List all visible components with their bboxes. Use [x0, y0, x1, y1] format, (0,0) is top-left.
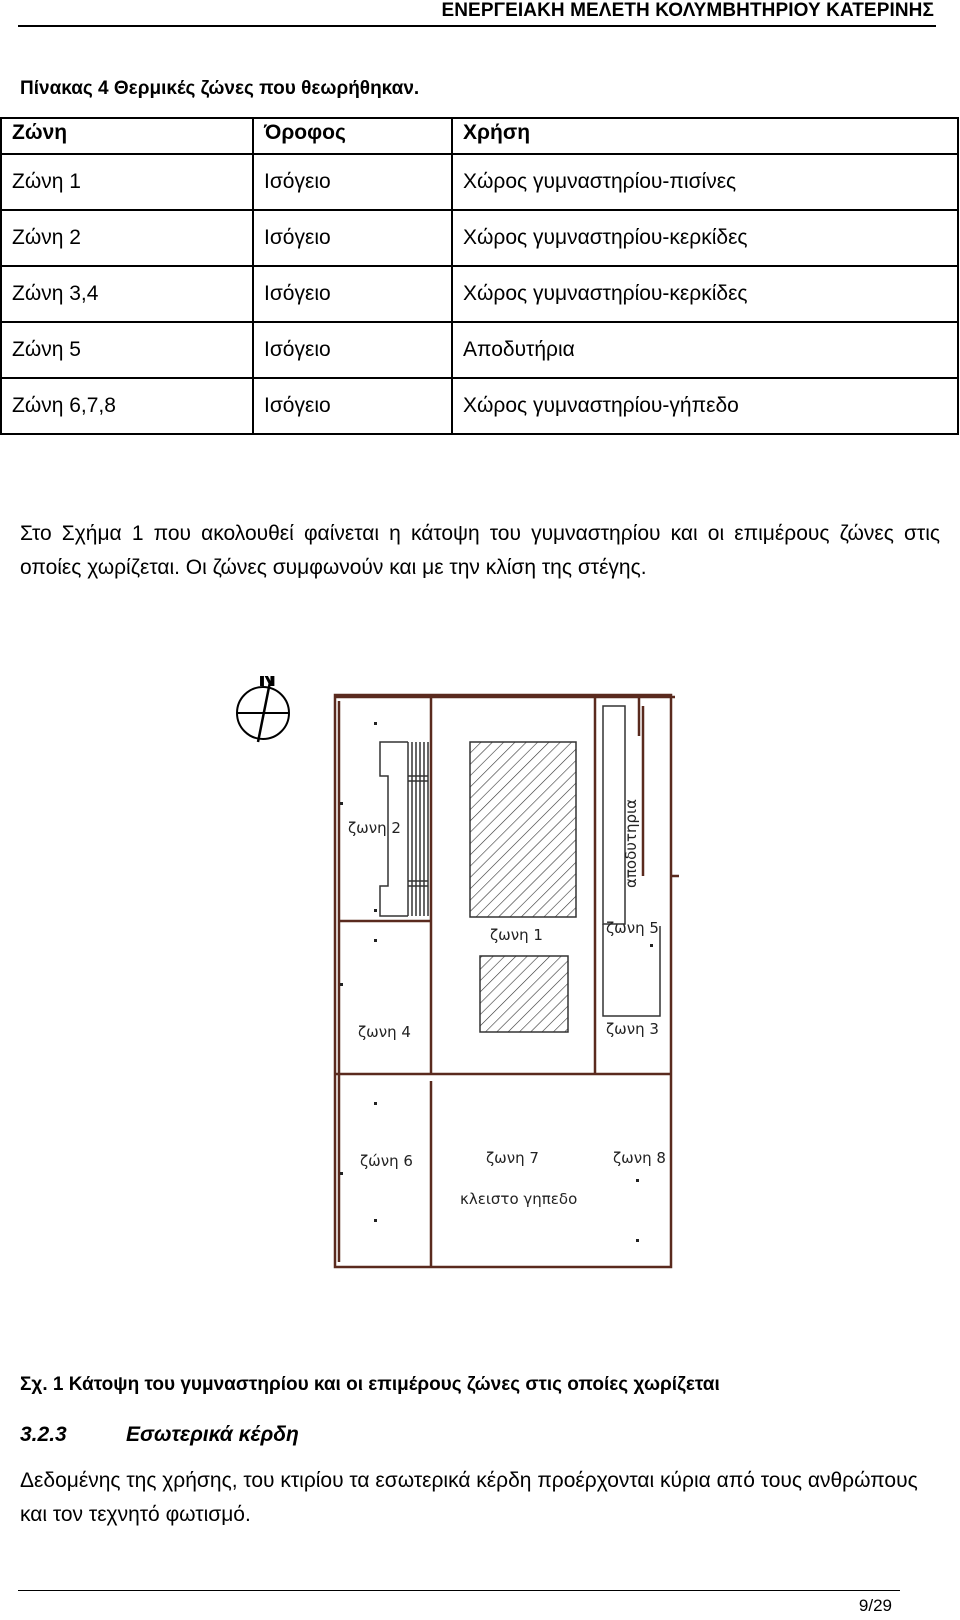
- table-cell: Ζώνη 3,4: [1, 266, 253, 322]
- zone-7-label: ζωνη 7: [486, 1149, 539, 1167]
- table-cell: Ισόγειο: [253, 154, 452, 210]
- changing-room-label: αποδυτηρια: [622, 799, 640, 888]
- court-label: κλειστο γηπεδο: [460, 1190, 578, 1208]
- table-row: [1, 210, 958, 266]
- table-cell: Ζώνη 5: [1, 322, 253, 378]
- table-row: [1, 378, 958, 434]
- footer-divider: [18, 1590, 900, 1591]
- table-cell: Ισόγειο: [253, 266, 452, 322]
- north-label: N: [258, 676, 277, 692]
- table-cell: Ζώνη 6,7,8: [1, 378, 253, 434]
- table-cell: Χώρος γυμναστηρίου-πισίνες: [452, 154, 958, 210]
- table-cell: Ζώνη 2: [1, 210, 253, 266]
- table-cell: Χώρος γυμναστηρίου-γήπεδο: [452, 378, 958, 434]
- intro-paragraph: Στο Σχήμα 1 που ακολουθεί φαίνεται η κάτοψη του γυμναστηρίου και οι επιμέρους ζώνες στις οποίες χωρίζεται. Οι ζώνες συμφωνούν και με την κλίση της στέγης.: [20, 522, 940, 579]
- main-pool: [470, 742, 576, 917]
- table-row: [1, 154, 958, 210]
- table-cell: Χώρος γυμναστηρίου-κερκίδες: [452, 210, 958, 266]
- section-number: 3.2.3: [20, 1423, 67, 1446]
- zone-5-label: ζωνη 5: [606, 919, 659, 937]
- table-cell: Ισόγειο: [253, 378, 452, 434]
- table-cell: Ζώνη 1: [1, 154, 253, 210]
- thermal-zones-table: [0, 117, 959, 435]
- table-header-cell: Όροφος: [253, 118, 452, 154]
- page-number: 9/29: [858, 1596, 892, 1615]
- floor-plan-drawing: [230, 676, 720, 1316]
- zone-1-label: ζωνη 1: [490, 926, 543, 944]
- table-cell: Χώρος γυμναστηρίου-κερκίδες: [452, 266, 958, 322]
- header-divider: [18, 25, 936, 27]
- table-header-cell: Χρήση: [452, 118, 958, 154]
- small-pool: [480, 956, 568, 1032]
- section-title: Εσωτερικά κέρδη: [126, 1423, 299, 1446]
- table-row: [1, 322, 958, 378]
- zone-3-label: ζωνη 3: [606, 1020, 659, 1038]
- table-header-cell: Ζώνη: [1, 118, 253, 154]
- zone-2-label: ζωνη 2: [348, 819, 401, 837]
- figure-caption: Σχ. 1 Κάτοψη του γυμναστηρίου και οι επιμέρους ζώνες στις οποίες χωρίζεται: [20, 1374, 720, 1395]
- table-header-row: [1, 118, 958, 154]
- floor-plan-figure: [230, 676, 720, 1316]
- document-header-title: ΕΝΕΡΓΕΙΑΚΗ ΜΕΛΕΤΗ ΚΟΛΥΜΒΗΤΗΡΙΟΥ ΚΑΤΕΡΙΝΗΣ: [441, 0, 934, 21]
- table-cell: Αποδυτήρια: [452, 322, 958, 378]
- table-cell: Ισόγειο: [253, 210, 452, 266]
- table-cell: Ισόγειο: [253, 322, 452, 378]
- zone-6-label: ζώνη 6: [360, 1152, 413, 1170]
- internal-gains-paragraph: Δεδομένης της χρήσης, του κτιρίου τα εσωτερικά κέρδη προέρχονται κύρια από τους ανθρώπους και τον τεχνητό φωτισμό.: [20, 1469, 918, 1526]
- table-caption: Πίνακας 4 Θερμικές ζώνες που θεωρήθηκαν.: [20, 78, 420, 99]
- zone-4-label: ζωνη 4: [358, 1023, 411, 1041]
- table-row: [1, 266, 958, 322]
- zone-8-label: ζωνη 8: [613, 1149, 666, 1167]
